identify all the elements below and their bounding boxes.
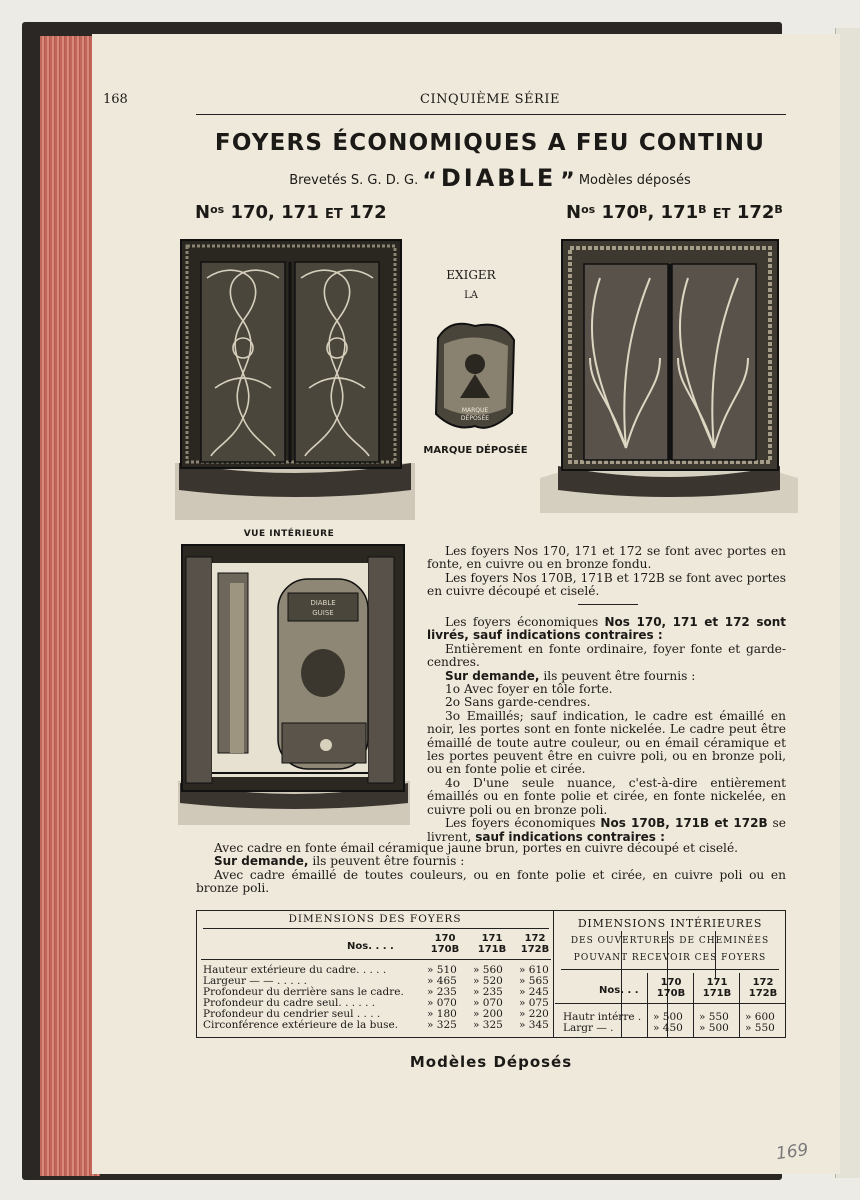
cell: » 500: [699, 1022, 729, 1034]
cell: » 450: [653, 1022, 683, 1034]
table-right-title: DIMENSIONS INTÉRIEURES: [577, 917, 763, 930]
hdr-bottom: 171B: [477, 944, 507, 955]
col-header-171: [695, 977, 739, 999]
text-span: ils peuvent être fournis :: [312, 854, 465, 869]
table-right-sub1: DES OUVERTURES DE CHEMINÉES: [570, 936, 770, 946]
rule: [555, 1003, 785, 1004]
badge-text-1: MARQUE: [461, 407, 489, 414]
hdr-bottom: 172B: [520, 944, 550, 955]
model-prefix-sup: os: [581, 203, 596, 216]
section-divider: [578, 604, 638, 605]
model-suffix: B: [774, 203, 783, 216]
paragraph-170b-livrent: [427, 817, 786, 844]
cell: » 245: [519, 986, 549, 998]
cell: » 345: [519, 1019, 549, 1031]
cell: » 600: [745, 1011, 775, 1023]
model-numbers-left: [195, 202, 387, 223]
bold-sauf: sauf indications contraires :: [475, 829, 665, 844]
hdr-top: 172: [752, 977, 774, 988]
footer-modeles-deposes: Modèles Déposés: [409, 1053, 573, 1071]
cell: » 510: [427, 964, 457, 976]
text-full-width: [196, 842, 786, 896]
hdr-top: 170: [434, 933, 456, 944]
model-prefix-sup: os: [210, 203, 225, 216]
cell: » 220: [519, 1008, 549, 1020]
trademark-badge-icon: [430, 318, 520, 433]
hdr-top: 171: [706, 977, 728, 988]
cell: » 325: [427, 1019, 457, 1031]
running-title: CINQUIÈME SÉRIE: [420, 92, 560, 107]
hdr-bottom: 170B: [430, 944, 460, 955]
table-left-title: DIMENSIONS DES FOYERS: [288, 913, 462, 925]
bold-sur-demande: Sur demande,: [214, 854, 309, 869]
row-label: Profondeur du derrière sans le cadre.: [203, 986, 404, 998]
col-header-170: [423, 933, 467, 955]
hdr-bottom: 172B: [748, 988, 778, 999]
paragraph-entierement: Entièrement en fonte ordinaire, foyer fonte et garde-cendres.: [427, 641, 786, 670]
rule: [561, 969, 779, 970]
nos-label-right: Nos. . .: [599, 985, 639, 996]
cell: » 180: [427, 1008, 457, 1020]
dimensions-table: [196, 910, 786, 1038]
model-prefix: N: [566, 202, 582, 223]
model-n2: 171: [660, 202, 699, 223]
cell: » 235: [473, 986, 503, 998]
page-number: 168: [103, 92, 128, 107]
nos-label-left: Nos. . . .: [347, 941, 394, 952]
text-doors: [427, 545, 786, 599]
subtitle-brevet: Brevetés S. G. D. G.: [289, 173, 419, 188]
paragraph-doors-170b: Les foyers Nos 170B, 171B et 172B se font avec portes en cuivre découpé et ciselé.: [427, 570, 786, 599]
page-title: FOYERS ÉCONOMIQUES A FEU CONTINU: [214, 130, 766, 156]
text-specifications: [427, 616, 786, 844]
row-label: Largr — .: [563, 1022, 614, 1034]
list-item-1: 1o Avec foyer en tôle forte.: [445, 682, 613, 697]
cell: » 070: [473, 997, 503, 1009]
cell: » 200: [473, 1008, 503, 1020]
cell: » 550: [745, 1022, 775, 1034]
bold-models-b: Nos 170B, 171B et 172B: [600, 816, 768, 831]
col-sep: [739, 973, 740, 1037]
cell: » 500: [653, 1011, 683, 1023]
header-rule: [196, 114, 786, 115]
cell: » 075: [519, 997, 549, 1009]
paragraph-sur-demande: [427, 670, 786, 683]
table-right-sub2: POUVANT RECEVOIR CES FOYERS: [573, 953, 767, 963]
cell: » 235: [427, 986, 457, 998]
model-last: 172: [349, 202, 387, 223]
badge-text-2: DÉPOSÉE: [460, 415, 490, 422]
paragraph-sur-demande-2: [196, 855, 786, 868]
model-prefix: N: [195, 202, 211, 223]
interior-view-label: VUE INTÉRIEURE: [243, 529, 335, 539]
paragraph-cadre-jaune: Avec cadre en fonte émail céramique jaune brun, portes en cuivre découpé et ciselé.: [214, 841, 739, 855]
pencil-page-note: 169: [774, 1139, 810, 1165]
paragraph-livres: [427, 616, 786, 643]
col-header-172: [515, 933, 555, 955]
brand-name: DIABLE: [440, 164, 557, 192]
bold-sur-demande: Sur demande,: [445, 668, 540, 683]
text-span: Les foyers économiques: [445, 615, 599, 629]
row-label: Largeur — — . . . . .: [203, 975, 308, 987]
model-n1: 170: [601, 202, 640, 223]
cell: » 560: [473, 964, 503, 976]
row-label: Profondeur du cadre seul. . . . . .: [203, 997, 376, 1009]
la-label: LA: [464, 290, 478, 301]
cell: » 520: [473, 975, 503, 987]
cell: » 325: [473, 1019, 503, 1031]
close-quote: ”: [560, 169, 575, 194]
paragraph-doors-170: Les foyers Nos 170, 171 et 172 se font avec portes en fonte, en cuivre ou en bronze fondu.: [427, 544, 786, 572]
subtitle-modeles: Modèles déposés: [578, 173, 691, 188]
model-et: ET: [325, 207, 343, 222]
text-span: Les foyers économiques: [445, 816, 596, 831]
page-edges: [40, 36, 100, 1176]
table-divider: [553, 911, 554, 1037]
stove-170-illustration: [175, 238, 415, 520]
text-span: ils peuvent être fournis :: [543, 668, 696, 683]
text-span: se livrent,: [427, 816, 786, 844]
col-sep: [647, 973, 648, 1037]
col-header-170: [649, 977, 693, 999]
stove-badge-text-1: DIABLE: [310, 599, 336, 607]
model-suffix: B: [698, 203, 707, 216]
col-header-172: [741, 977, 785, 999]
hdr-top: 170: [660, 977, 682, 988]
hdr-top: 171: [481, 933, 503, 944]
list-item-2: 2o Sans garde-cendres.: [445, 695, 591, 710]
page-subtitle: [180, 164, 800, 194]
row-label: Circonférence extérieure de la buse.: [203, 1019, 399, 1031]
bold-models: Nos 170, 171 et 172 sont livrés, sauf indications contraires :: [427, 615, 786, 643]
model-et: ET: [712, 207, 731, 222]
cell: » 550: [699, 1011, 729, 1023]
model-suffix: B: [639, 203, 648, 216]
cell: » 610: [519, 964, 549, 976]
stove-badge-text-2: GUISE: [312, 609, 334, 617]
cell: » 070: [427, 997, 457, 1009]
model-n3: 172: [736, 202, 775, 223]
open-quote: “: [422, 169, 437, 194]
row-label: Profondeur du cendrier seul . . . .: [203, 1008, 381, 1020]
hdr-bottom: 170B: [656, 988, 686, 999]
exiger-label: EXIGER: [446, 268, 496, 282]
col-sep: [693, 973, 694, 1037]
list-item-3: 3o Emaillés; sauf indication, le cadre est émaillé en noir, les portes sont en fonte nickelée. Le cadre peut être émaillé de toute autre couleur, ou en émail céramique et les portes peuvent être en cuivre poli, ou en bronze poli, ou en fonte polie et cirée.: [427, 708, 786, 777]
row-label: Hautr intérre .: [563, 1011, 642, 1023]
cell: » 565: [519, 975, 549, 987]
stove-interior-illustration: [178, 543, 410, 825]
model-numbers: 170, 171: [230, 202, 319, 223]
model-numbers-right: $N^{os}$ $170^B$, $171^B$ ET $172^B$: [566, 202, 783, 223]
hdr-bottom: 171B: [702, 988, 732, 999]
stove-170b-illustration: [540, 238, 798, 513]
col-header-171: [469, 933, 515, 955]
marque-deposee-label: MARQUE DÉPOSÉE: [423, 445, 528, 456]
cell: » 465: [427, 975, 457, 987]
rule: [201, 959, 551, 960]
rule: [203, 928, 549, 929]
hdr-top: 172: [524, 933, 546, 944]
row-label: Hauteur extérieure du cadre. . . . .: [203, 964, 387, 976]
paragraph-toutes-couleurs: Avec cadre émaillé de toutes couleurs, ou en fonte polie et cirée, en cuivre poli ou en bronze poli.: [196, 867, 786, 896]
list-item-4: 4o D'une seule nuance, c'est-à-dire entièrement émaillés ou en fonte polie et cirée, en fonte nickelée, en cuivre poli ou en bronze poli.: [427, 775, 786, 817]
